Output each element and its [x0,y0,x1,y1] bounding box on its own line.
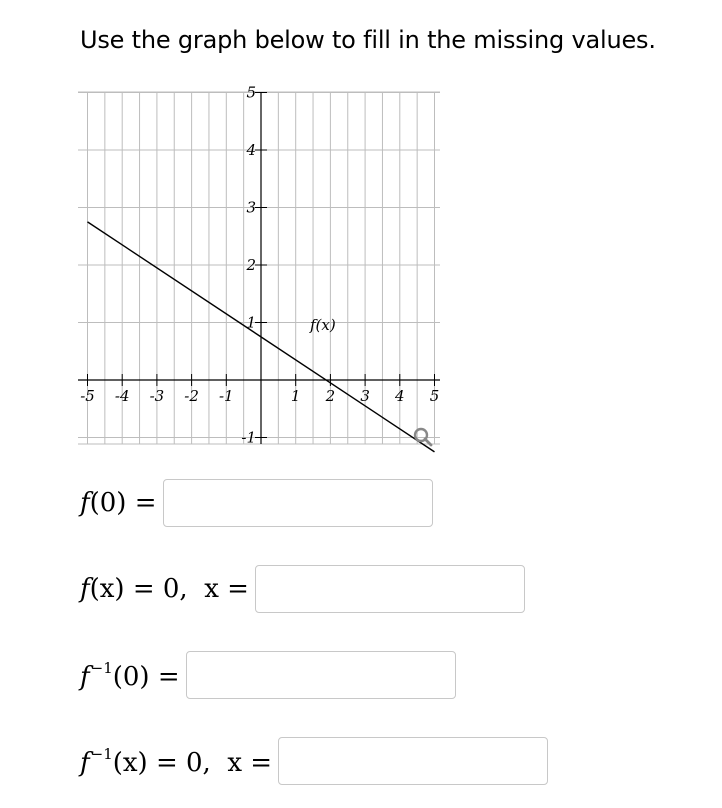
instruction-text: Use the graph below to fill in the missing values. [80,26,656,54]
graph-grid [78,92,440,444]
y-tick-label: 4 [246,141,256,159]
function-label: f(x) [310,316,336,334]
y-tick-label: 2 [246,256,256,274]
y-tick-label: -1 [241,428,256,447]
equation-label: f(x) = 0, x = [80,574,249,604]
x-tick-label: -1 [218,387,234,405]
function-graph [78,84,444,454]
question-row-finv-zero [80,737,548,785]
x-tick-label: 1 [290,387,301,405]
x-tick-labels [80,387,439,405]
answer-input-finv-zero[interactable] [278,737,548,785]
x-tick-label: -2 [184,387,199,405]
equation-label: f(0) = [80,488,157,518]
x-tick-label: -4 [114,387,130,405]
question-row-f-zero [80,565,525,613]
x-tick-label: 3 [360,387,370,405]
y-tick-label: 5 [246,84,256,102]
question-row-finv-of-0 [80,651,456,699]
answer-input-f-zero[interactable] [255,565,525,613]
equation-label: $f^{-1}(x) = 0$, x = [80,744,273,778]
x-tick-label: 5 [429,387,440,405]
question-row-f-of-0 [80,479,433,527]
equation-label: $f^{-1}(0)$ = [80,658,180,692]
x-tick-label: -5 [80,387,95,405]
x-tick-label: -3 [149,387,165,405]
graph-axes [78,92,440,444]
answer-input-f-of-0[interactable] [163,479,433,527]
y-tick-label: 3 [246,198,256,217]
x-tick-label: 2 [325,387,336,405]
answer-input-finv-of-0[interactable] [186,651,456,699]
x-tick-label: 4 [395,387,405,405]
y-tick-label: 1 [246,313,256,332]
